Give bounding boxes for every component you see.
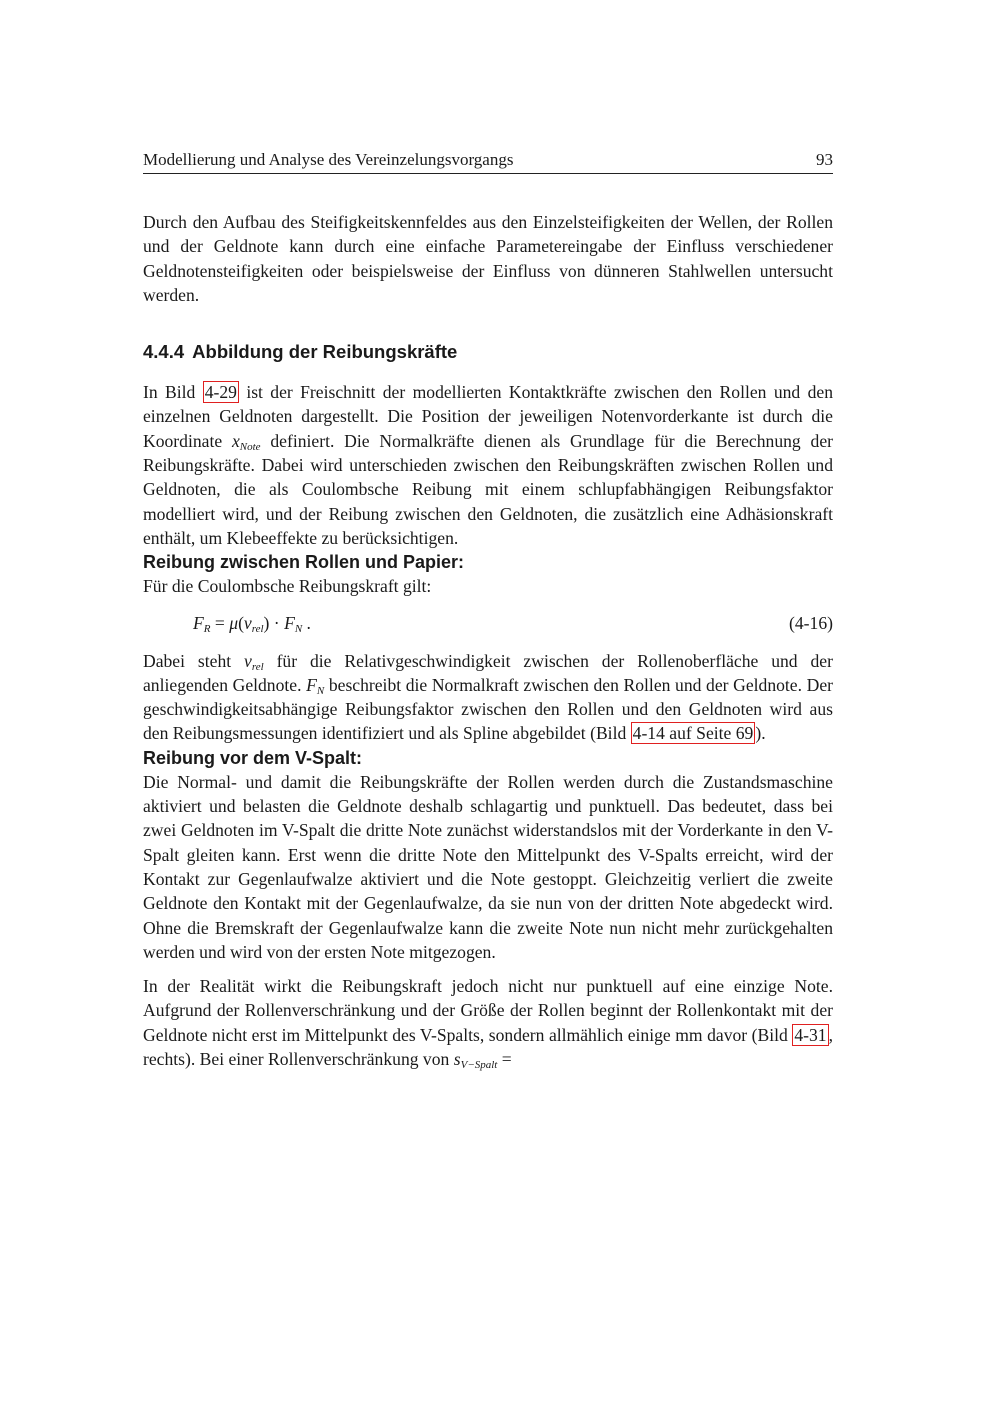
page-number: 93 [816,150,833,169]
section-number: 4.4.4 [143,341,185,363]
equation-number: (4-16) [789,612,833,633]
figure-link-4-29[interactable]: 4-29 [204,382,237,403]
running-header [143,148,833,174]
math-s-v-spalt: $s_{V-Spalt}$ [453,1049,498,1072]
section-paragraph [143,380,833,550]
text-run: ). [755,723,766,744]
math-f-n: $F_N$ [306,674,325,697]
text-run: definiert. Die Normalkräfte dienen als Grundlage für die Berechnung der Reibungskräfte. Dabei wird unterschieden zwischen den Reibungskräften zwischen Rollen und Geldnoten, die als Coulombsche Reibung mit einem schlupfabhängigen Reibungsfaktor modelliert wird, und der Reibung zwischen den Geldnoten, die zusätzlich eine Adhäsionskraft enthält, um Klebeeffekte zu berücksichtigen. [143,430,834,548]
subsection2-paragraph-2 [143,974,833,1071]
section-title: Abbildung der Reibungskräfte [192,341,458,363]
equation-formula: $F_R = \mu(v_{rel}) \cdot F_N$ . [193,612,311,635]
subsection-lead: Für die Coulombsche Reibungskraft gilt: [143,576,432,597]
intro-paragraph: Durch den Aufbau des Steifigkeitskennfeldes aus den Einzelsteifigkeiten der Wellen, der Rollen und der Geldnote kann durch eine einfache Parametereingabe der Einfluss verschiedener Geldnotensteifigkeiten oder beispielsweise der Einfluss von dünneren Stahlwellen untersucht werden. [143,212,833,305]
text-run: ist der Freischnitt der modellierten Kontaktkräfte zwischen den Rollen und den einzelnen Geldnoten dargestellt. Die Position der jeweiligen Notenvorderkante ist durch die Koordinate [143,382,833,451]
section-heading [143,340,833,364]
subsection2-paragraph-1: Die Normal- und damit die Reibungskräfte der Rollen werden durch die Zustandsmaschine aktiviert und belasten die Geldnote deshalb schlagartig und punktuell. Das bedeutet, dass bei zwei Geldnoten im V-Spalt die dritte Note zunächst widerstandslos mit der Vorderkante in den V-Spalt gleiten kann. Erst wenn die dritte Note den Mittelpunkt des V-Spalts erreicht, wird der Kontakt zur Gegenlaufwalze aktiviert und die Note gestoppt. Gleichzeitig verliert die zweite Geldnote den Kontakt mit der Gegenlaufwalze, da sie nun von der dritten Note abgedeckt wird. Ohne die Bremskraft der Gegenlaufwalze kann die zweite Note nun nicht mehr zurückgehalten werden und wird von der ersten Note mitgezogen. [143,771,833,962]
text-run: für die Relativgeschwindigkeit zwischen der Rollenoberfläche und der anliegenden Geldnote. [143,650,833,695]
math-x-note: $x_{Note}$ [231,430,261,453]
equation-4-16 [143,611,833,635]
math-v-rel: $v_{rel}$ [244,650,264,673]
subsection1-paragraph [143,649,833,746]
text-run: Dabei steht [143,650,245,671]
text-run: In Bild [143,382,203,403]
figure-link-4-31[interactable]: 4-31 [794,1024,827,1045]
subsection-heading-v-spalt: Reibung vor dem V-Spalt: [143,747,363,768]
text-run: In der Realität wirkt die Reibungskraft jedoch nicht nur punktuell auf eine einzige Note. Aufgrund der Rollenverschränkung und der Größe der Rollen beginnt der Rollenkontakt mit der Geldnote nicht erst im Mittelpunkt des V-Spalts, sondern allmählich einige mm davor (Bild [143,976,833,1045]
subsection-heading-rollen-papier: Reibung zwischen Rollen und Papier: [143,552,465,573]
running-title: Modellierung und Analyse des Vereinzelungsvorgangs [143,150,514,169]
text-run: beschreibt die Normalkraft zwischen den Rollen und der Geldnote. Der geschwindigkeitsabhängige Reibungsfaktor zwischen den Rollen und den Geldnoten wird aus den Reibungsmessungen identifiziert und als Spline abgebildet (Bild [143,674,833,744]
document-page [143,148,833,1071]
figure-link-4-14[interactable]: 4-14 auf Seite 69 [632,723,754,744]
text-run: , rechts). Bei einer Rollenverschränkung von [143,1024,833,1070]
text-run: = [497,1049,512,1070]
